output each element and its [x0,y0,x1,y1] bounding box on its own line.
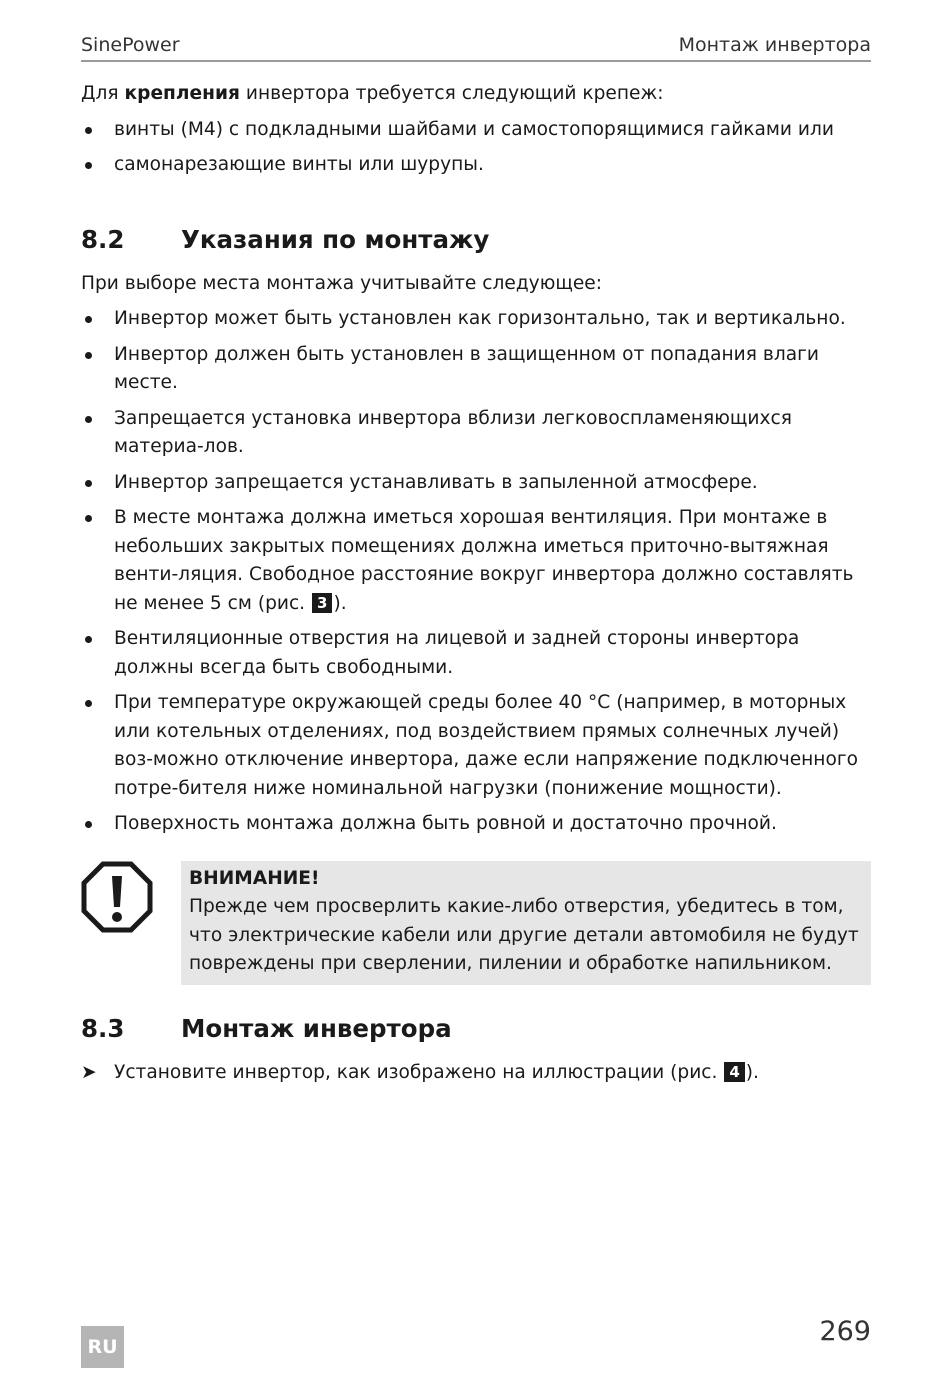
list-item: В месте монтажа должна иметься хорошая вентиляция. При монтаже в небольших закрытых помещениях должна иметься приточно-вытяжная венти-ляция. Свободное расстояние вокруг инвертора должно составлять не менее 5 см (рис. 3 ). [81,504,871,618]
list-item: Вентиляционные отверстия на лицевой и задней стороны инвертора должны всегда быть свободными. [81,625,871,682]
section-title: Монтаж инвертора [181,1013,452,1043]
intro-paragraph: Для крепления инвертора требуется следующий крепеж: [81,83,664,104]
header-product: SinePower [81,34,180,56]
section-heading-8-3 [81,1013,871,1045]
section-title: Указания по монтажу [181,224,490,254]
page-number: 269 [819,1316,871,1347]
mounting-notes-list [81,305,871,839]
section-heading-8-2 [81,224,871,256]
warning-text: Прежде чем просверлить какие-либо отверстия, убедитесь в том, что электрические кабели или другие детали автомобиля не будут повреждены при сверлении, пилении и обработке напильником. [189,896,859,974]
list-item: винты (M4) с подкладными шайбами и самостопорящимися гайками или [81,116,871,145]
intro-list [81,116,871,180]
instruction-step: ➤ Установите инвертор, как изображено на иллюстрации (рис. 4 ). [81,1059,871,1088]
list-item: самонарезающие винты или шурупы. [81,151,871,180]
figure-reference: 3 [312,593,332,613]
section-lead: При выборе места монтажа учитывайте следующее: [81,272,602,294]
arrow-icon: ➤ [81,1061,97,1083]
warning-octagon-icon [81,861,153,933]
section-number: 8.2 [81,224,125,254]
page-header [81,30,871,62]
list-item: Поверхность монтажа должна быть ровной и достаточно прочной. [81,810,871,839]
section-number: 8.3 [81,1013,125,1043]
warning-notice [81,861,871,985]
header-chapter: Монтаж инвертора [678,34,871,56]
list-item: Инвертор может быть установлен как горизонтально, так и вертикально. [81,305,871,334]
list-item: Инвертор запрещается устанавливать в запыленной атмосфере. [81,469,871,498]
intro-bold: крепления [124,83,240,104]
warning-box [181,861,871,985]
list-item: Инвертор должен быть установлен в защищенном от попадания влаги месте. [81,341,871,398]
list-item: Запрещается установка инвертора вблизи легковоспламеняющихся материа-лов. [81,405,871,462]
list-item: При температуре окружающей среды более 40 °C (например, в моторных или котельных отделениях, под воздействием прямых солнечных лучей) воз-можно отключение инвертора, даже если напряжение подключенного потре-бителя ниже номинальной нагрузки (понижение мощности). [81,689,871,803]
language-tab: RU [81,1326,124,1368]
figure-reference: 4 [724,1062,744,1082]
warning-title: ВНИМАНИЕ! [189,867,320,889]
page-content [81,80,871,1087]
